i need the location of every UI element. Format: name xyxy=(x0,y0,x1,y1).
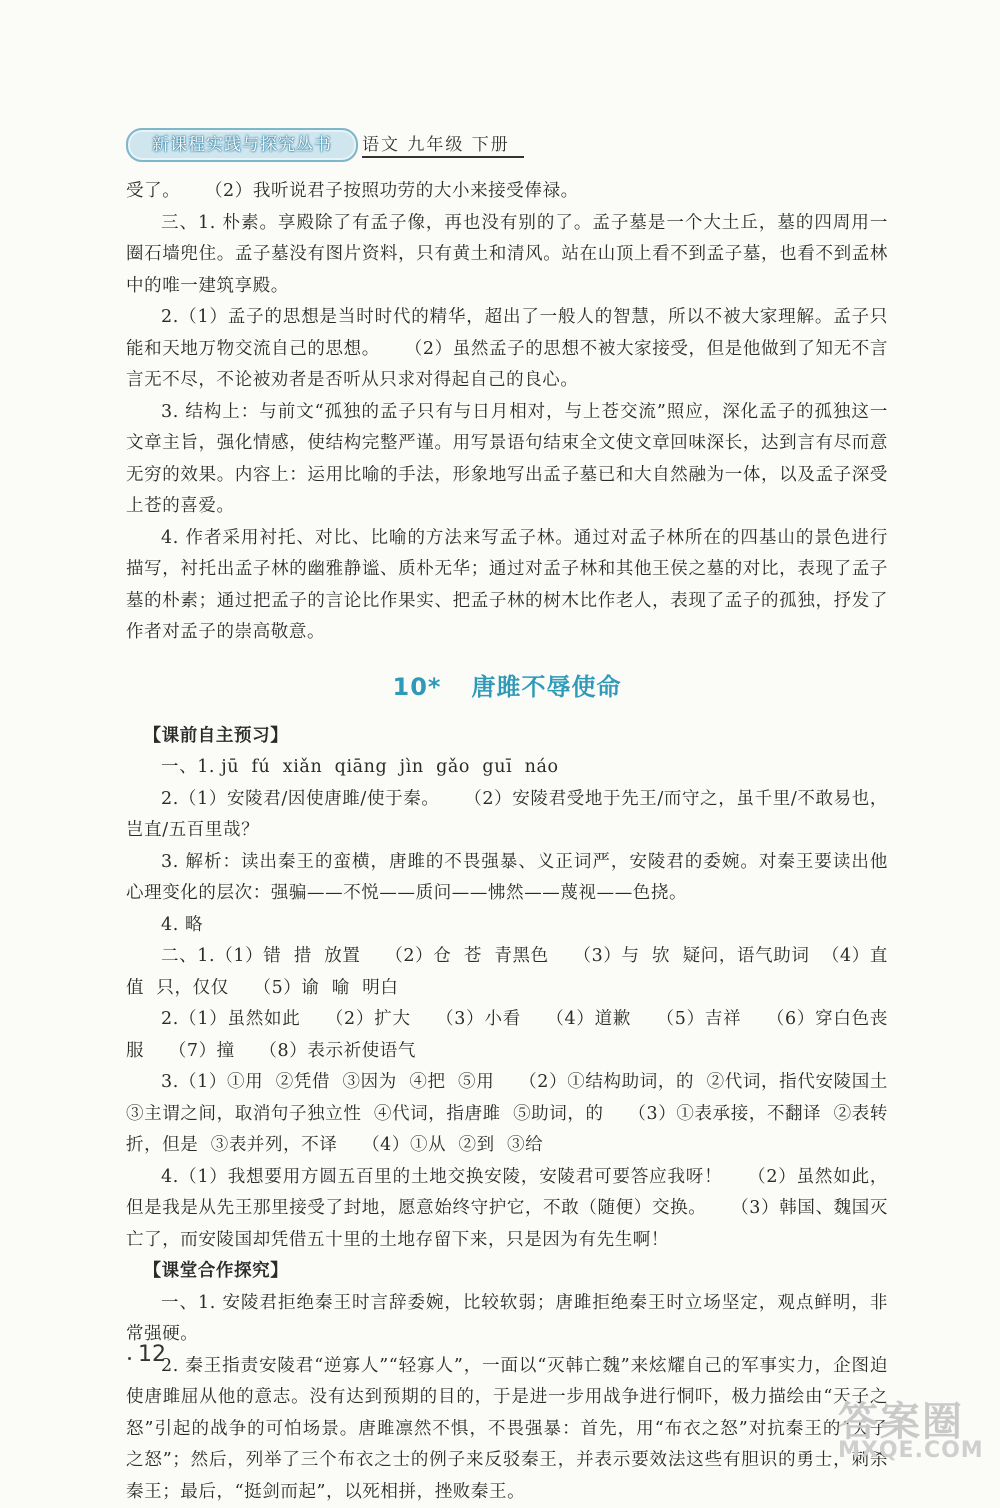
paragraph: 三、1. 朴素。享殿除了有孟子像，再也没有别的了。孟子墓是一个大土丘，墓的四周用一圈石墙兜住。孟子墓没有图片资料，只有黄土和清风。站在山顶上看不到孟子墓，也看不到孟林中的唯一建筑享殿。 xyxy=(126,208,888,303)
watermark-url: MXQE.COM xyxy=(838,1438,984,1463)
header-underline xyxy=(362,156,524,158)
paragraph: 二、1.（1）错 措 放置 （2）仓 苍 青黑色 （3）与 欤 疑问，语气助词 （4）直 值 只，仅仅 （5）谕 喻 明白 xyxy=(126,941,888,1004)
page-number-dot xyxy=(128,1357,131,1360)
paragraph: 2.（1）虽然如此 （2）扩大 （3）小看 （4）道歉 （5）吉祥 （6）穿白色丧服 （7）撞 （8）表示祈使语气 xyxy=(126,1004,888,1067)
page-header xyxy=(126,124,526,160)
paragraph: 2.（1）安陵君/因使唐雎/使于秦。 （2）安陵君受地于先王/而守之，虽千里/不敢易也，岂直/五百里哉？ xyxy=(126,784,888,847)
paragraph: 4. 作者采用衬托、对比、比喻的方法来写孟子林。通过对孟子林所在的四基山的景色进行描写，衬托出孟子林的幽雅静谧、质朴无华；通过对孟子林和其他王侯之墓的对比，表现了孟子墓的朴素；通过把孟子的言论比作果实、把孟子林的树木比作老人，表现了孟子的孤独，抒发了作者对孟子的崇高敬意。 xyxy=(126,523,888,649)
paragraph: 2.（1）孟子的思想是当时时代的精华，超出了一般人的智慧，所以不被大家理解。孟子只能和天地万物交流自己的思想。 （2）虽然孟子的思想不被大家接受，但是他做到了知无不言言无不尽，不论被劝者是否听从只求对得起自己的良心。 xyxy=(126,302,888,397)
lesson-name: 唐雎不辱使命 xyxy=(471,673,621,701)
subject-grade-label: 语文 九年级 下册 xyxy=(362,130,510,155)
lesson-title xyxy=(126,667,888,707)
paragraph: 一、1. jū fú xiǎn qiāng jìn gǎo guī náo xyxy=(126,752,888,784)
section-heading-cooperation: 【课堂合作探究】 xyxy=(126,1256,888,1288)
answers-continued xyxy=(126,176,888,649)
section-cooperation xyxy=(126,1288,888,1508)
watermark-logo xyxy=(838,1390,988,1470)
section-heading-preview: 【课前自主预习】 xyxy=(126,721,888,753)
paragraph: 受了。 （2）我听说君子按照功劳的大小来接受俸禄。 xyxy=(126,176,888,208)
lesson-number: 10* xyxy=(393,673,442,701)
page-number: 12 xyxy=(138,1342,166,1367)
series-title-badge: 新课程实践与探究丛书 xyxy=(126,128,358,162)
page-content xyxy=(126,176,888,1508)
paragraph: 一、1. 安陵君拒绝秦王时言辞委婉，比较软弱；唐雎拒绝秦王时立场坚定，观点鲜明，非常强硬。 xyxy=(126,1288,888,1351)
paragraph: 3. 结构上：与前文“孤独的孟子只有与日月相对，与上苍交流”照应，深化孟子的孤独这一文章主旨，强化情感，使结构完整严谨。用写景语句结束全文使文章回味深长，达到言有尽而意无穷的效果。内容上：运用比喻的手法，形象地写出孟子墓已和大自然融为一体，以及孟子深受上苍的喜爱。 xyxy=(126,397,888,523)
watermark-chars: 答案圈 xyxy=(838,1390,964,1447)
paragraph: 3.（1）①用 ②凭借 ③因为 ④把 ⑤用 （2）①结构助词，的 ②代词，指代安陵国土 ③主谓之间，取消句子独立性 ④代词，指唐雎 ⑤助词，的 （3）①表承接，不翻译 ②表转折，但是 ③表并列，不译 （4）①从 ②到 ③给 xyxy=(126,1067,888,1162)
paragraph: 4.（1）我想要用方圆五百里的土地交换安陵，安陵君可要答应我呀！ （2）虽然如此，但是我是从先王那里接受了封地，愿意始终守护它，不敢（随便）交换。 （3）韩国、魏国灭亡了，而安陵国却凭借五十里的土地存留下来，只是因为有先生啊！ xyxy=(126,1162,888,1257)
paragraph: 3. 解析：读出秦王的蛮横，唐雎的不畏强暴、义正词严，安陵君的委婉。对秦王要读出他心理变化的层次：强骗——不悦——质问——怫然——蔑视——色挠。 xyxy=(126,847,888,910)
section-preview xyxy=(126,752,888,1256)
paragraph: 4. 略 xyxy=(126,910,888,942)
paragraph: 2. 秦王指责安陵君“逆寡人”“轻寡人”，一面以“灭韩亡魏”来炫耀自己的军事实力，企图迫使唐雎屈从他的意志。没有达到预期的目的，于是进一步用战争进行恫吓，极力描绘由“天子之怒”引起的战争的可怕场景。唐雎凛然不惧，不畏强暴：首先，用“布衣之怒”对抗秦王的“天子之怒”；然后，列举了三个布衣之士的例子来反驳秦王，并表示要效法这些有胆识的勇士，刺杀秦王；最后，“挺剑而起”，以死相拼，挫败秦王。 xyxy=(126,1351,888,1508)
